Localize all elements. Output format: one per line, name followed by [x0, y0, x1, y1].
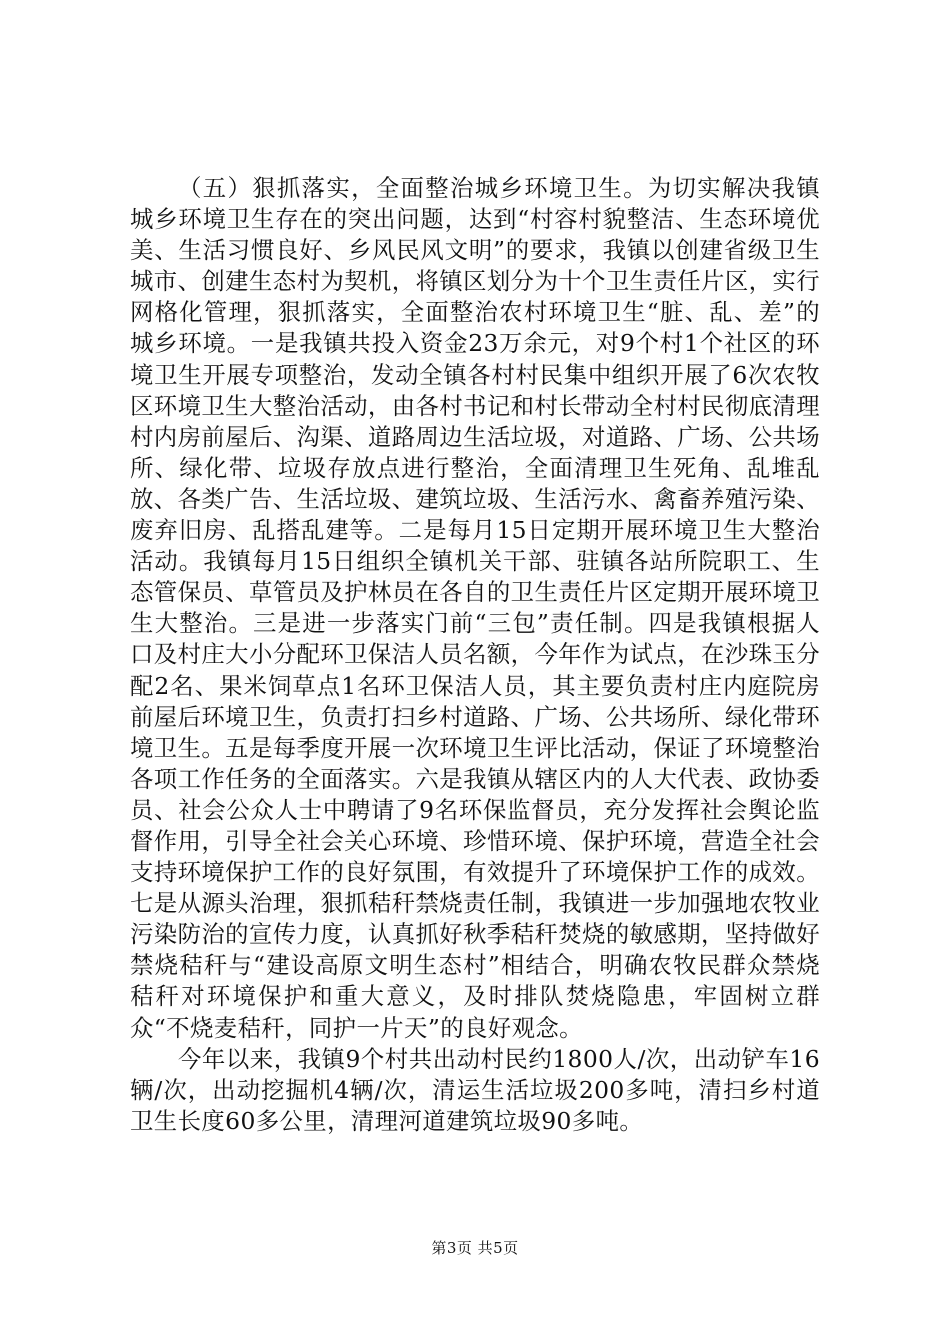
paragraph-environmental-sanitation: （五）狠抓落实，全面整治城乡环境卫生。为切实解决我镇城乡环境卫生存在的突出问题，达到“村容村貌整洁、生态环境优美、生活习惯良好、乡风民风文明”的要求，我镇以创建省级卫生城市、创建生态村为契机，将镇区划分为十个卫生责任片区，实行网格化管理，狠抓落实，全面整治农村环境卫生“脏、乱、差”的城乡环境。一是我镇共投入资金23万余元，对9个村1个社区的环境卫生开展专项整治，发动全镇各村村民集中组织开展了6次农牧区环境卫生大整治活动，由各村书记和村长带动全村村民彻底清理村内房前屋后、沟渠、道路周边生活垃圾，对道路、广场、公共场所、绿化带、垃圾存放点进行整治，全面清理卫生死角、乱堆乱放、各类广告、生活垃圾、建筑垃圾、生活污水、禽畜养殖污染、废弃旧房、乱搭乱建等。二是每月15日定期开展环境卫生大整治活动。我镇每月15日组织全镇机关干部、驻镇各站所院职工、生态管保员、草管员及护林员在各自的卫生责任片区定期开展环境卫生大整治。三是进一步落实门前“三包”责任制。四是我镇根据人口及村庄大小分配环卫保洁人员名额，今年作为试点，在沙珠玉分配2名、果米饲草点1名环卫保洁人员，其主要负责村庄内庭院房前屋后环境卫生，负责打扫乡村道路、广场、公共场所、绿化带环境卫生。五是每季度开展一次环境卫生评比活动，保证了环境整治各项工作任务的全面落实。六是我镇从辖区内的人大代表、政协委员、社会公众人士中聘请了9名环保监督员，充分发挥社会舆论监督作用，引导全社会关心环境、珍惜环境、保护环境，营造全社会支持环境保护工作的良好氛围，有效提升了环境保护工作的成效。七是从源头治理，狠抓秸秆禁烧责任制，我镇进一步加强地农牧业污染防治的宣传力度，认真抓好秋季秸秆焚烧的敏感期，坚持做好禁烧秸秆与“建设高原文明生态村”相结合，明确农牧民群众禁烧秸秆对环境保护和重大意义，及时排队焚烧隐患，牢固树立群众“不烧麦秸秆，同护一片天”的良好观念。 — [130, 174, 820, 1042]
document-body — [130, 173, 820, 1137]
page-number-footer: 第3页 共5页 — [431, 1239, 519, 1257]
paragraph-annual-statistics: 今年以来，我镇9个村共出动村民约1800人/次，出动铲车16辆/次，出动挖掘机4辆/次，清运生活垃圾200多吨，清扫乡村道卫生长度60多公里，清理河道建筑垃圾90多吨。 — [130, 1044, 820, 1135]
